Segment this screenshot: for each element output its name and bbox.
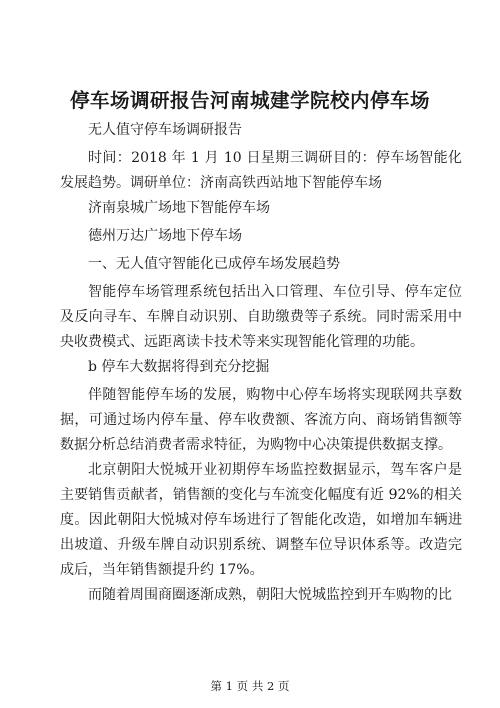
paragraph-system-overview: 智能停车场管理系统包括出入口管理、车位引导、停车定位及反向寻车、车牌自动识别、自助缴费等子系统。同时需采用中央收费模式、远距离读卡技术等来实现智能化管理的功能。 — [60, 284, 462, 350]
paragraph-joy-city-case: 北京朝阳大悦城开业初期停车场监控数据显示，驾车客户是主要销售贡献者，销售额的变化与车流变化幅度有近 92%的相关度。因此朝阳大悦城对停车场进行了智能化改造，如增加车辆进出坡道、升级车牌自动识别系统、调整车位导识体系等。改造完成后，当年销售额提升约 17%。 — [60, 462, 462, 578]
paragraph-site-dezhou: 德州万达广场地下停车场 — [88, 228, 242, 244]
paragraph-data-sharing: 伴随智能停车场的发展，购物中心停车场将实现联网共享数据，可通过场内停车量、停车收费额、客流方向、商场销售额等数据分析总结消费者需求特征，为购物中心决策提供数据支撑。 — [60, 387, 462, 453]
paragraph-site-quancheng: 济南泉城广场地下智能停车场 — [88, 200, 270, 216]
section-heading-big-data: b 停车大数据将得到充分挖掘 — [88, 359, 270, 375]
paragraph-time-purpose: 时间：2018 年 1 月 10 日星期三调研目的：停车场智能化发展趋势。调研单位：济南高铁西站地下智能停车场 — [60, 150, 462, 191]
page-number-footer: 第 1 页 共 2 页 — [210, 679, 290, 693]
section-heading-trend: 一、无人值守智能化已成停车场发展趋势 — [88, 256, 340, 272]
page-title: 停车场调研报告河南城建学院校内停车场 — [69, 89, 430, 112]
paragraph-report-name: 无人值守停车场调研报告 — [88, 122, 242, 138]
paragraph-trailing: 而随着周围商圈逐渐成熟，朝阳大悦城监控到开车购物的比 — [88, 587, 452, 603]
document-body — [60, 118, 462, 608]
